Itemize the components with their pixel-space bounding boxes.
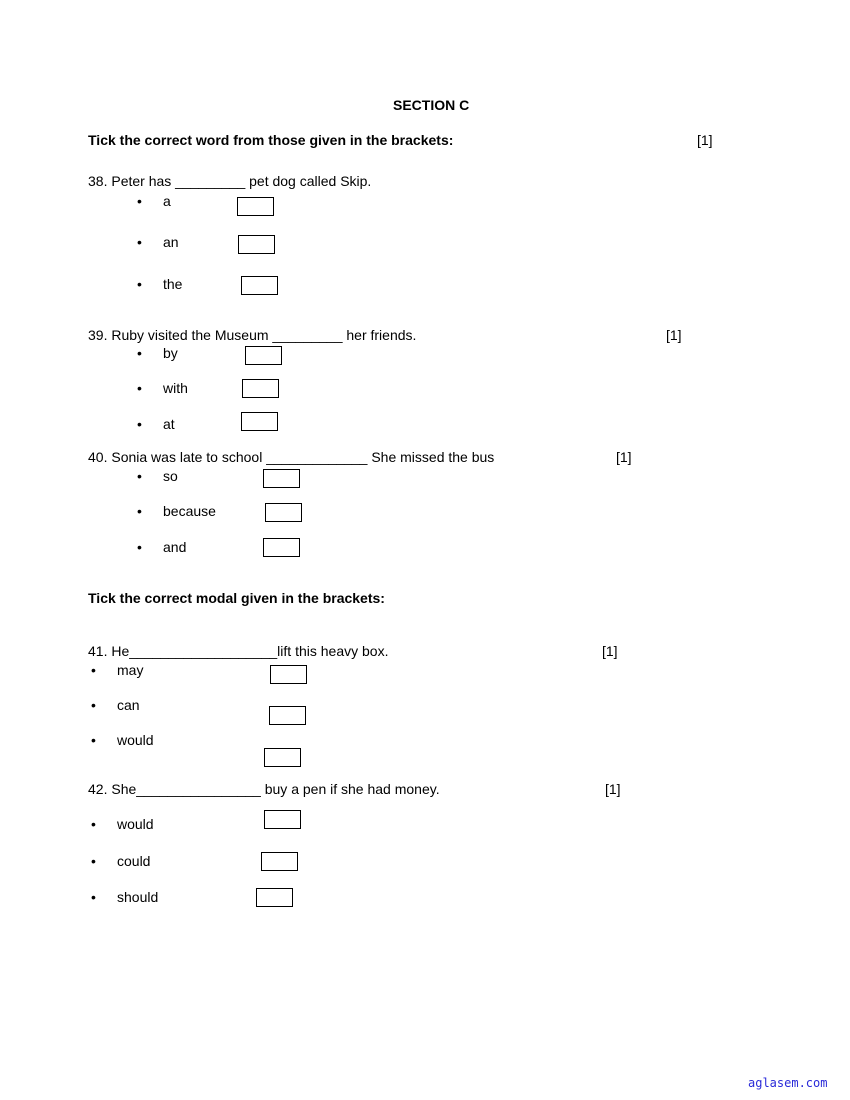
- instruction-part2: Tick the correct modal given in the brackets:: [88, 590, 385, 606]
- bullet: •: [91, 662, 96, 678]
- marks-part1: [1]: [697, 132, 713, 148]
- answer-checkbox-42-could[interactable]: [261, 852, 298, 871]
- marks-40: [1]: [616, 449, 632, 465]
- option-42-should: should: [117, 889, 159, 905]
- section-title: SECTION C: [393, 97, 470, 113]
- option-40-because: because: [163, 503, 216, 519]
- marks-39: [1]: [666, 327, 682, 343]
- option-40-and: and: [163, 539, 187, 555]
- marks-42: [1]: [605, 781, 621, 797]
- option-41-would: would: [117, 732, 154, 748]
- option-41-may: may: [117, 662, 144, 678]
- option-38-the: the: [163, 276, 183, 292]
- instruction-part1: Tick the correct word from those given in the brackets:: [88, 132, 454, 148]
- answer-checkbox-42-should[interactable]: [256, 888, 293, 907]
- bullet: •: [137, 468, 142, 484]
- bullet: •: [137, 539, 142, 555]
- answer-checkbox-39-by[interactable]: [245, 346, 282, 365]
- bullet: •: [91, 853, 96, 869]
- question-38: 38. Peter has _________ pet dog called Skip.: [88, 173, 372, 189]
- answer-checkbox-40-because[interactable]: [265, 503, 302, 522]
- bullet: •: [137, 503, 142, 519]
- bullet: •: [91, 732, 96, 748]
- answer-checkbox-41-can[interactable]: [269, 706, 306, 725]
- question-41: 41. He___________________lift this heavy box.: [88, 643, 389, 659]
- answer-checkbox-42-would[interactable]: [264, 810, 301, 829]
- question-42: 42. She________________ buy a pen if she had money.: [88, 781, 440, 797]
- bullet: •: [137, 193, 142, 209]
- option-39-by: by: [163, 345, 178, 361]
- option-41-can: can: [117, 697, 140, 713]
- question-39: 39. Ruby visited the Museum _________ her friends.: [88, 327, 417, 343]
- option-42-could: could: [117, 853, 151, 869]
- option-38-a: a: [163, 193, 171, 209]
- answer-checkbox-38-the[interactable]: [241, 276, 278, 295]
- answer-checkbox-39-with[interactable]: [242, 379, 279, 398]
- answer-checkbox-39-at[interactable]: [241, 412, 278, 431]
- answer-checkbox-40-and[interactable]: [263, 538, 300, 557]
- option-42-would: would: [117, 816, 154, 832]
- bullet: •: [91, 889, 96, 905]
- answer-checkbox-40-so[interactable]: [263, 469, 300, 488]
- question-40: 40. Sonia was late to school _____________ She missed the bus: [88, 449, 495, 465]
- option-39-with: with: [163, 380, 188, 396]
- bullet: •: [137, 276, 142, 292]
- marks-41: [1]: [602, 643, 618, 659]
- bullet: •: [137, 380, 142, 396]
- answer-checkbox-38-a[interactable]: [237, 197, 274, 216]
- footer-watermark: aglasem.com: [748, 1076, 828, 1090]
- bullet: •: [91, 816, 96, 832]
- option-38-an: an: [163, 234, 179, 250]
- answer-checkbox-38-an[interactable]: [238, 235, 275, 254]
- answer-checkbox-41-would[interactable]: [264, 748, 301, 767]
- bullet: •: [91, 697, 96, 713]
- option-39-at: at: [163, 416, 175, 432]
- option-40-so: so: [163, 468, 178, 484]
- answer-checkbox-41-may[interactable]: [270, 665, 307, 684]
- bullet: •: [137, 416, 142, 432]
- bullet: •: [137, 234, 142, 250]
- bullet: •: [137, 345, 142, 361]
